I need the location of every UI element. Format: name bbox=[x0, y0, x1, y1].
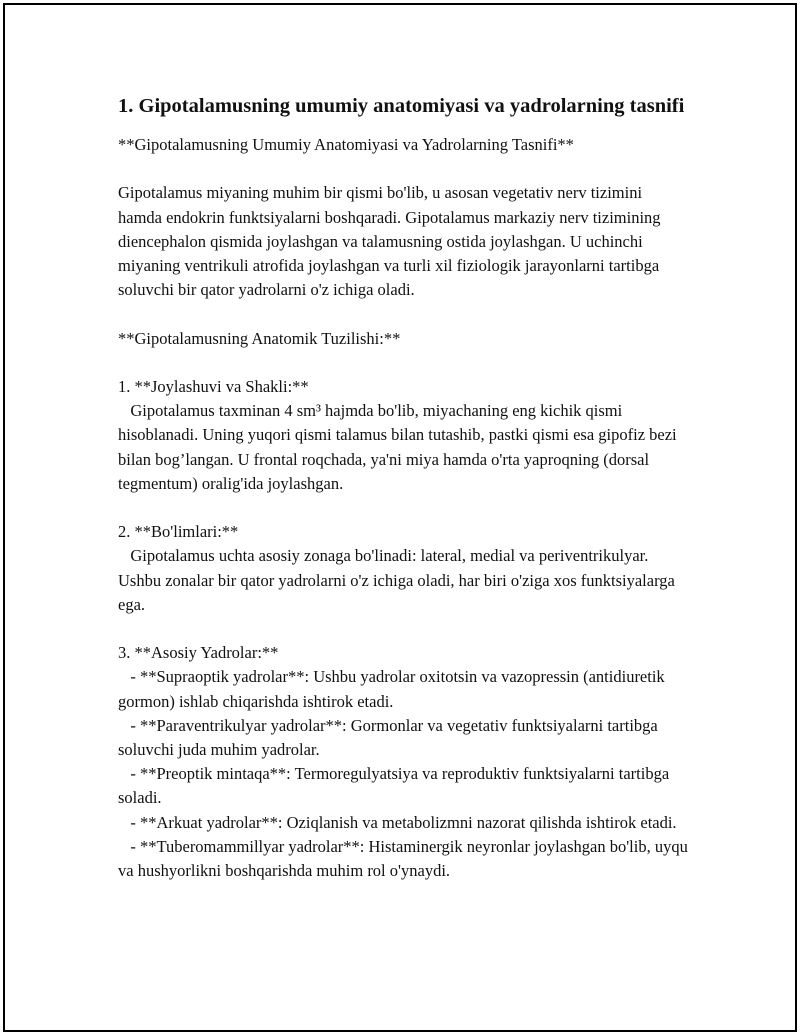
document-body bbox=[118, 93, 692, 883]
document-title: 1. Gipotalamusning umumiy anatomiyasi va yadrolarning tasnifi bbox=[118, 95, 685, 117]
item-1-heading: 1. **Joylashuvi va Shakli:** bbox=[118, 376, 309, 396]
nucleus-item: - **Preoptik mintaqa**: Termoregulyatsiya va reproduktiv funktsiyalarni tartibga soladi. bbox=[118, 764, 674, 808]
item-2-text: Gipotalamus uchta asosiy zonaga bo'linadi: lateral, medial va periventrikulyar. Ushbu zonalar bir qator yadrolarni o'z ichiga oladi, har biri o'ziga xos funktsiyalarga ega. bbox=[118, 546, 679, 614]
nucleus-item: - **Tuberomammillyar yadrolar**: Histaminergik neyronlar joylashgan bo'lib, uyqu va hushyorlikni boshqarishda muhim rol o'ynaydi. bbox=[118, 836, 692, 881]
item-1-text: Gipotalamus taxminan 4 sm³ hajmda bo'lib, miyachaning eng kichik qismi hisoblanadi. Uning yuqori qismi talamus bilan tutashib, pastki qismi esa gipofiz bezi bilan bog’langan. U frontal roqchada, ya'ni miya hamda o'rta yaproqning (dorsal tegmentum) oralig'ida joylashgan. bbox=[118, 401, 681, 493]
item-2-heading: 2. **Bo'limlari:** bbox=[118, 522, 239, 542]
nucleus-item: - **Paraventrikulyar yadrolar**: Gormonlar va vegetativ funktsiyalarni tartibga soluvchi juda muhim yadrolar. bbox=[118, 715, 662, 759]
item-3-heading: 3. **Asosiy Yadrolar:** bbox=[118, 643, 279, 663]
nucleus-item: - **Arkuat yadrolar**: Oziqlanish va metabolizmni nazorat qilishda ishtirok etadi. bbox=[118, 812, 677, 832]
section-heading: **Gipotalamusning Anatomik Tuzilishi:** bbox=[118, 328, 401, 348]
document-subtitle: **Gipotalamusning Umumiy Anatomiyasi va Yadrolarning Tasnifi** bbox=[118, 135, 574, 154]
intro-paragraph: Gipotalamus miyaning muhim bir qismi bo'lib, u asosan vegetativ nerv tizimini hamda endokrin funktsiyalarni boshqaradi. Gipotalamus markaziy nerv tizimining diencephalon qismida joylashgan va talamusning ostida joylashgan. U uchinchi miyaning ventrikuli atrofida joylashgan va turli xil fiziologik jarayonlarni tartibga soluvchi bir qator yadrolarni o'z ichiga oladi. bbox=[118, 183, 665, 300]
nucleus-item: - **Supraoptik yadrolar**: Ushbu yadrolar oxitotsin va vazopressin (antidiuretik gormon) ishlab chiqarishda ishtirok etadi. bbox=[118, 667, 669, 711]
